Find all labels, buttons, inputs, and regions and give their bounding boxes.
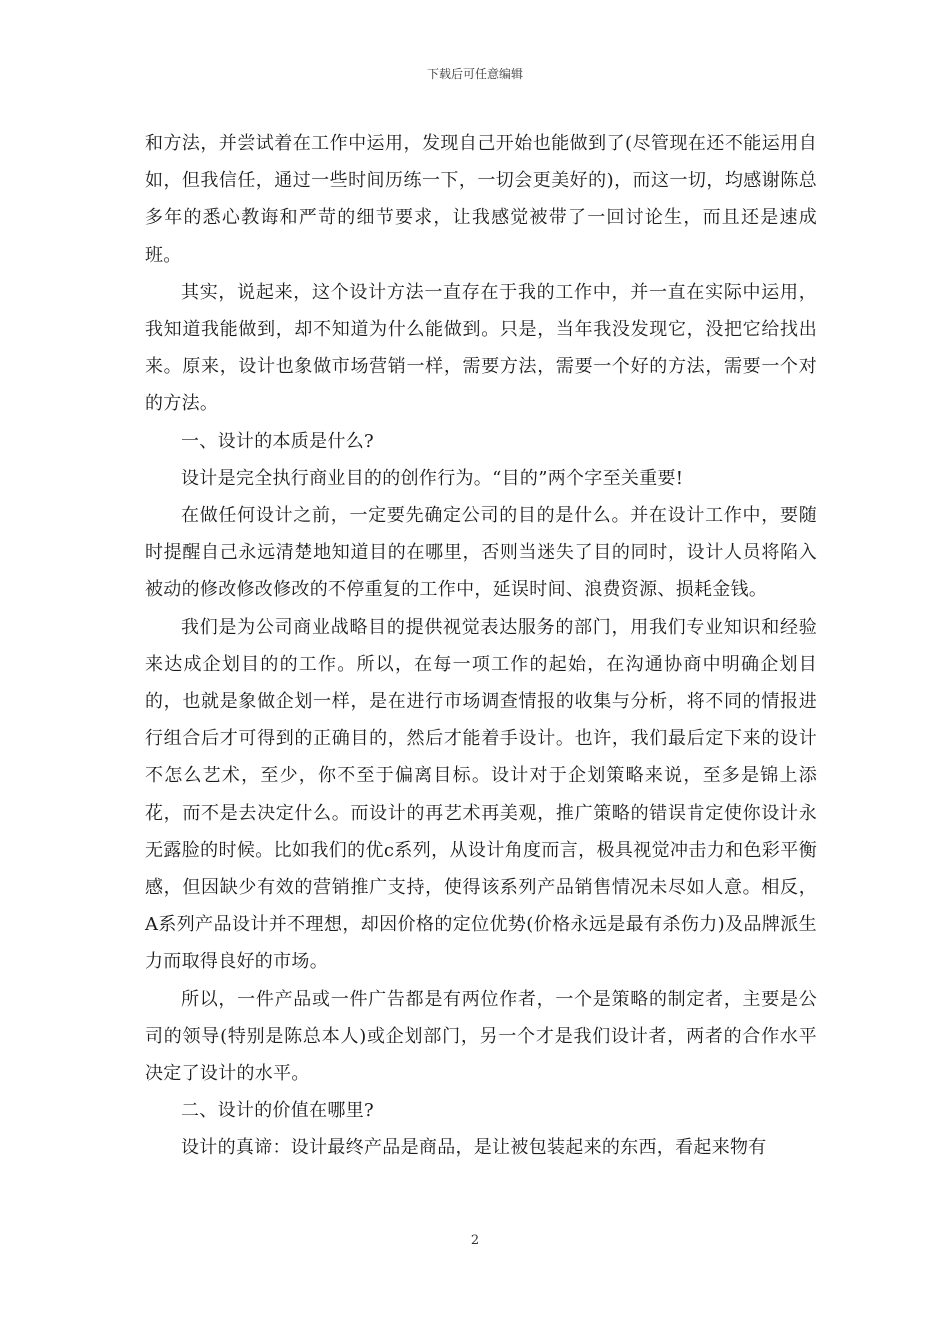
- section-heading-1: 一、设计的本质是什么?: [181, 430, 374, 452]
- paragraph: 其实，说起来，这个设计方法一直存在于我的工作中，并一直在实际中运用，我知道我能做到，却不知道为什么能做到。只是，当年我没发现它，没把它给找出来。原来，设计也象做市场营销一样，需要方法，需要一个好的方法，需要一个对的方法。: [145, 281, 817, 415]
- paragraph-continuation: 和方法，并尝试着在工作中运用，发现自己开始也能做到了(尽管现在还不能运用自如，但我信任，通过一些时间历练一下，一切会更美好的)，而这一切，均感谢陈总多年的悉心教诲和严苛的细节要求，让我感觉被带了一回讨论生，而且还是速成班。: [145, 133, 817, 266]
- paragraph: 在做任何设计之前，一定要先确定公司的目的是什么。并在设计工作中，要随时提醒自己永远清楚地知道目的在哪里，否则当迷失了目的同时，设计人员将陷入被动的修改修改修改的不停重复的工作中，延误时间、浪费资源、损耗金钱。: [145, 505, 817, 601]
- paragraph: 我们是为公司商业战略目的提供视觉表达服务的部门，用我们专业知识和经验来达成企划目的的工作。所以，在每一项工作的起始，在沟通协商中明确企划目的，也就是象做企划一样，是在进行市场调查情报的收集与分析，将不同的情报进行组合后才可得到的正确目的，然后才能着手设计。也许，我们最后定下来的设计不怎么艺术，至少，你不至于偏离目标。设计对于企划策略来说，至多是锦上添花，而不是去决定什么。而设计的再艺术再美观，推广策略的错误肯定使你设计永无露脸的时候。比如我们的优c系列，从设计角度而言，极具视觉冲击力和色彩平衡感，但因缺少有效的营销推广支持，使得该系列产品销售情况未尽如人意。相反，A系列产品设计并不理想，却因价格的定位优势(价格永远是最有杀伤力)及品牌派生力而取得良好的市场。: [145, 616, 817, 973]
- paragraph: 所以，一件产品或一件广告都是有两位作者，一个是策略的制定者，主要是公司的领导(特别是陈总本人)或企划部门，另一个才是我们设计者，两者的合作水平决定了设计的水平。: [145, 988, 817, 1085]
- paragraph: 设计是完全执行商业目的的创作行为。“目的”两个字至关重要!: [181, 467, 684, 489]
- page-header: 下载后可任意编辑: [426, 67, 523, 81]
- document-body: [145, 125, 817, 1167]
- paragraph: 设计的真谛：设计最终产品是商品，是让被包装起来的东西，看起来物有: [181, 1137, 767, 1159]
- page-number: 2: [470, 1233, 480, 1248]
- section-heading-2: 二、设计的价值在哪里?: [181, 1100, 374, 1122]
